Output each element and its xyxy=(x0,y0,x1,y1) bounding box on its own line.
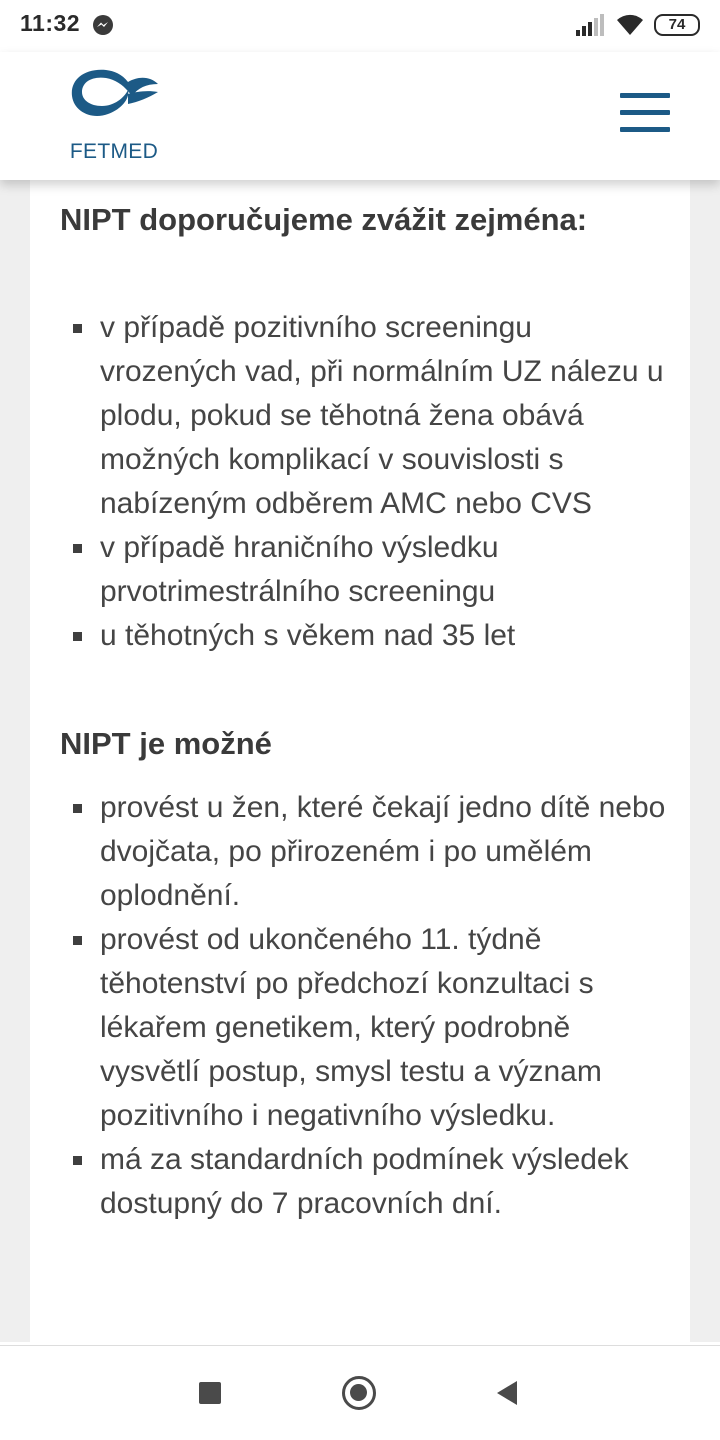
signal-icon xyxy=(576,14,606,36)
section-heading-possible: NIPT je možné xyxy=(60,726,272,761)
hamburger-menu-icon xyxy=(620,93,670,98)
section-heading-recommend: NIPT doporučujeme zvážit zejména: xyxy=(60,202,588,237)
fetmed-logo[interactable] xyxy=(64,64,164,163)
list-item: provést od ukončeného 11. týdně těhotenství po předchozí konzultaci s lékařem genetikem, který podrobně vysvětlí postup, smysl testu a význam pozitivního i negativního výsledku. xyxy=(60,918,670,1138)
logo-text: FETMED xyxy=(69,140,159,163)
list-item: v případě pozitivního screeningu vrozených vad, při normálním UZ nálezu u plodu, pokud se těhotná žena obává možných komplikací v souvislosti s nabízeným odběrem AMC nebo CVS xyxy=(60,306,670,526)
recent-apps-icon[interactable] xyxy=(199,1382,221,1404)
battery-icon xyxy=(654,14,700,36)
recommend-list xyxy=(60,306,670,658)
messenger-icon xyxy=(92,14,114,36)
list-item: u těhotných s věkem nad 35 let xyxy=(60,614,670,658)
status-time: 11:32 xyxy=(20,10,81,36)
list-item: má za standardních podmínek výsledek dostupný do 7 pracovních dní. xyxy=(60,1138,670,1226)
list-item: provést u žen, které čekají jedno dítě nebo dvojčata, po přirozeném i po umělém oplodnění. xyxy=(60,786,670,918)
site-header xyxy=(0,52,720,180)
home-icon[interactable] xyxy=(342,1376,376,1410)
status-bar xyxy=(0,0,720,52)
back-icon[interactable] xyxy=(496,1380,518,1406)
logo-mark-icon xyxy=(66,64,160,128)
menu-button[interactable] xyxy=(614,90,676,136)
possible-list xyxy=(60,786,670,1226)
navigation-bar xyxy=(0,1345,720,1440)
battery-level: 74 xyxy=(668,16,686,33)
list-item: v případě hraničního výsledku prvotrimestrálního screeningu xyxy=(60,526,670,614)
wifi-icon xyxy=(616,13,644,37)
